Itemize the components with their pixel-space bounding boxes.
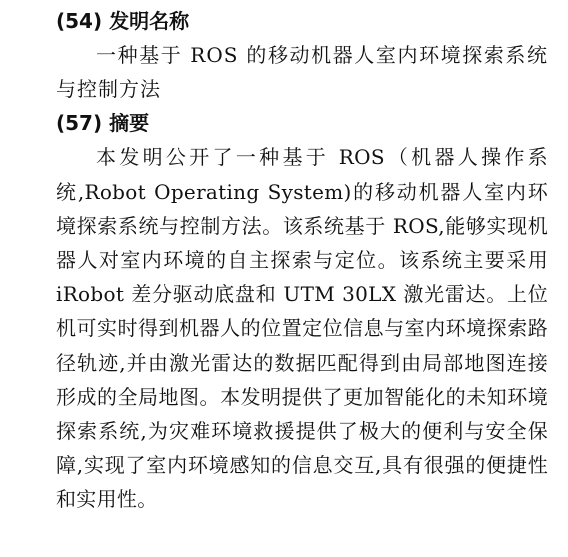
abstract-body-text: 本发明公开了一种基于 ROS（机器人操作系统,Robot Operating System)的移动机器人室内环境探索系统与控制方法。该系统基于 ROS,能够实现机器人对室内环境的自主探索与定位。该系统主要采用 iRobot 差分驱动底盘和 UTM 30LX 激光雷达。上位机可实时得到机器人的位置定位信息与室内环境探索路径轨迹,并由激光雷达的数据匹配得到由局部地图连接形成的全局地图。本发明提供了更加智能化的未知环境探索系统,为灾难环境救援提供了极大的便利与安全保障,实现了室内环境感知的信息交互,具有很强的便捷性和实用性。: [56, 145, 548, 512]
abstract-section-label: 摘要: [109, 111, 150, 136]
invention-title-text: 一种基于 ROS 的移动机器人室内环境探索系统与控制方法: [56, 43, 548, 102]
title-section-number: (54): [56, 9, 103, 33]
abstract-section-heading: [56, 106, 548, 140]
title-section-label: 发明名称: [109, 9, 190, 33]
patent-abstract-page: [56, 4, 548, 517]
title-section-heading: [56, 4, 548, 38]
abstract-section-number: (57): [56, 111, 103, 136]
